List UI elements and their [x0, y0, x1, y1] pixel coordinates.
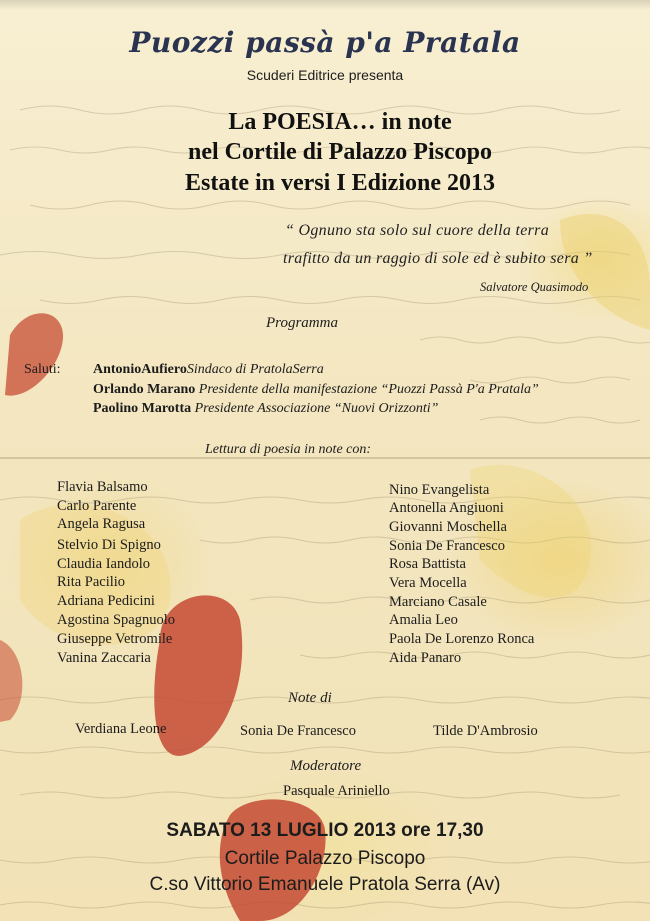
- event-date-time: SABATO 13 LUGLIO 2013 ore 17,30: [166, 820, 484, 841]
- reader-name: Amalia Leo: [389, 612, 458, 628]
- saluti-item: [93, 401, 438, 417]
- title-line-3: Estate in versi I Edizione 2013: [185, 170, 495, 196]
- title-line-2: nel Cortile di Palazzo Piscopo: [188, 139, 492, 165]
- programma-heading: Programma: [266, 315, 338, 331]
- reader-name: Giuseppe Vetromile: [57, 631, 173, 647]
- saluti-role: Presidente della manifestazione “Puozzi Passà P'a Pratala”: [198, 382, 539, 397]
- readers-heading-wrapper: [205, 440, 405, 457]
- quote-line-1: “ Ognuno sta solo sul cuore della terra: [285, 222, 549, 239]
- note-di-label: Note di: [288, 690, 332, 706]
- brand-title: Puozzi passà p'a Pratala: [129, 26, 521, 59]
- reader-name: Adriana Pedicini: [57, 593, 155, 609]
- reader-name: Vera Mocella: [389, 575, 467, 591]
- reader-name: Rosa Battista: [389, 556, 466, 572]
- saluti-item: [93, 382, 539, 398]
- reader-name: Agostina Spagnuolo: [57, 612, 176, 628]
- moderatore-name: Pasquale Ariniello: [283, 783, 390, 799]
- saluti-label: Saluti:: [24, 362, 61, 377]
- quote-author: Salvatore Quasimodo: [480, 280, 589, 294]
- readers-heading: Lettura di poesia in note con:: [205, 442, 372, 457]
- reader-name: Antonella Angiuoni: [389, 500, 504, 516]
- quote-line-2: trafitto da un raggio di sole ed è subito sera ”: [283, 250, 593, 267]
- reader-name: Flavia Balsamo: [57, 479, 148, 495]
- saluti-role: Presidente Associazione “Nuovi Orizzonti”: [194, 401, 439, 416]
- reader-name: Giovanni Moschella: [389, 519, 507, 535]
- saluti-name: Paolino Marotta: [93, 401, 192, 416]
- title-line-1: La POESIA… in note: [228, 109, 452, 135]
- musician-name: Verdiana Leone: [75, 721, 167, 737]
- event-venue: Cortile Palazzo Piscopo: [224, 848, 426, 869]
- scan-shadow: [0, 0, 650, 10]
- saluti-name: Orlando Marano: [93, 382, 196, 397]
- reader-name: Claudia Iandolo: [57, 556, 151, 572]
- reader-name: Marciano Casale: [389, 594, 487, 610]
- reader-name: Paola De Lorenzo Ronca: [389, 631, 535, 647]
- reader-name: Stelvio Di Spigno: [57, 537, 161, 553]
- reader-name: Aida Panaro: [389, 650, 462, 666]
- saluti-name: AntonioAufiero: [93, 362, 187, 377]
- page-fold: [0, 457, 650, 459]
- event-address: C.so Vittorio Emanuele Pratola Serra (Av): [149, 874, 501, 895]
- reader-name: Carlo Parente: [57, 498, 137, 514]
- reader-name: Sonia De Francesco: [389, 538, 505, 554]
- moderatore-label: Moderatore: [290, 758, 362, 774]
- reader-name: Rita Pacilio: [57, 574, 126, 590]
- saluti-role: Sindaco di PratolaSerra: [186, 362, 324, 377]
- musician-name: Tilde D'Ambrosio: [433, 723, 538, 739]
- reader-name: Angela Ragusa: [57, 516, 146, 532]
- reader-name: Nino Evangelista: [389, 482, 490, 498]
- presenter-line: Scuderi Editrice presenta: [246, 67, 404, 83]
- saluti-item: [93, 362, 324, 378]
- reader-name: Vanina Zaccaria: [57, 650, 151, 666]
- musician-name: Sonia De Francesco: [240, 723, 356, 739]
